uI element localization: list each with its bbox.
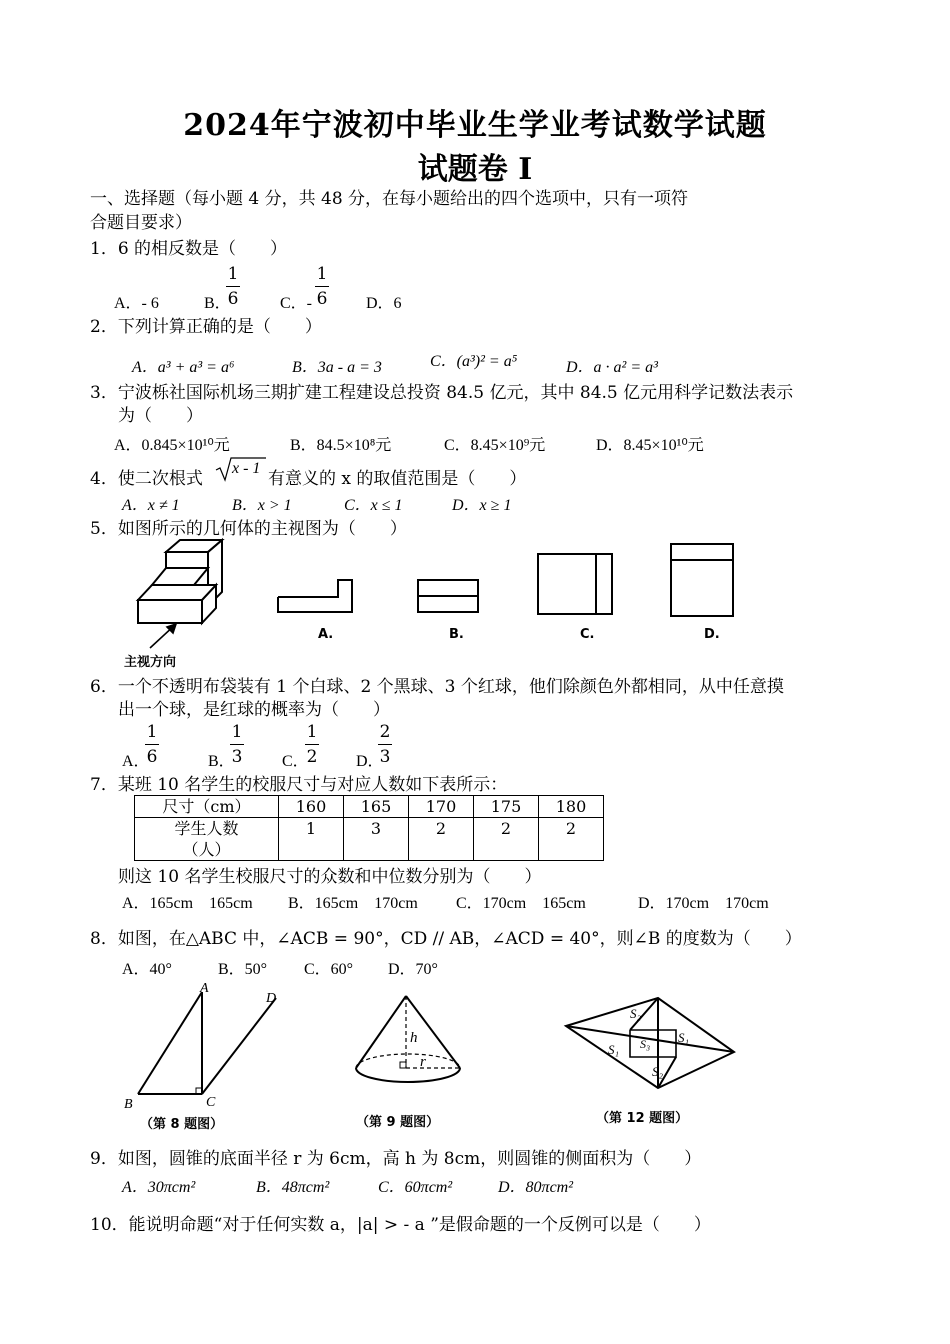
- option-a-shape: [278, 580, 352, 612]
- q5-label-d: D.: [704, 627, 720, 642]
- q7-option-a: A．165cm 165cm: [122, 895, 253, 912]
- q9-stem: 9．如图，圆锥的底面半径 r 为 6cm，高 h 为 8cm，则圆锥的侧面积为（ ）: [90, 1149, 702, 1169]
- q5-stem: 5．如图所示的几何体的主视图为（ ）: [90, 519, 407, 539]
- numerator: 2: [379, 722, 391, 742]
- table-cell: 160: [279, 796, 344, 818]
- q5-label-a: A.: [318, 627, 334, 642]
- table-header-count: [135, 818, 279, 861]
- q9-option-a: A．30πcm²: [122, 1179, 196, 1196]
- q7-option-c: C．170cm 165cm: [456, 895, 586, 912]
- table-cell: 175: [474, 796, 539, 818]
- q9-option-c: C．60πcm²: [378, 1179, 453, 1196]
- fig12-caption: （第 12 题图）: [596, 1111, 689, 1126]
- q2-stem: 2．下列计算正确的是（ ）: [90, 317, 322, 337]
- q6-option-d-fraction: [378, 722, 392, 767]
- q3-option-a: A．0.845×10¹⁰元: [114, 437, 230, 454]
- figures-row: [110, 980, 750, 1130]
- q5-label-c: C.: [580, 627, 595, 642]
- q4-option-b: B．x > 1: [232, 497, 292, 514]
- q4-radicand: x - 1: [232, 460, 261, 477]
- q2-option-a: A．a³ + a³ = a⁶: [132, 359, 235, 376]
- q7-stem: 7．某班 10 名学生的校服尺寸与对应人数如下表所示：: [90, 775, 508, 795]
- table-cell: 170: [409, 796, 474, 818]
- q8-stem: 8．如图，在△ABC 中，∠ACB = 90°，CD // AB，∠ACD = 40°，则∠B 的度数为（ ）: [90, 929, 802, 949]
- numerator: 1: [306, 722, 318, 742]
- q1-option-d: D．6: [366, 295, 402, 312]
- figure-9-cone: [356, 996, 460, 1082]
- fraction-bar: [315, 286, 329, 287]
- numerator: 1: [231, 722, 243, 742]
- q4-stem-pre: 4．使二次根式: [90, 469, 203, 489]
- q1-c-denominator: 6: [316, 289, 328, 309]
- numerator: 1: [146, 722, 158, 742]
- q8-option-a: A．40°: [122, 961, 172, 978]
- denominator: 2: [306, 747, 318, 767]
- q4-option-c: C．x ≤ 1: [344, 497, 403, 514]
- fig8-label-b: B: [124, 1097, 133, 1112]
- section-heading-line2: 合题目要求）: [90, 213, 192, 233]
- q6-option-d-label: D．: [356, 753, 384, 770]
- size-count-table: [134, 795, 604, 861]
- fig9-label-h: h: [410, 1030, 418, 1046]
- q1-b-denominator: 6: [227, 289, 239, 309]
- q9-option-d: D．80πcm²: [498, 1179, 574, 1196]
- q6-stem-line2: 出一个球，是红球的概率为（ ）: [118, 700, 390, 720]
- q1-option-c-label: C．-: [280, 295, 313, 312]
- q2-option-c: C．(a³)² = a⁵: [430, 353, 518, 370]
- section-heading-line1: 一、选择题（每小题 4 分，共 48 分，在每小题给出的四个选项中，只有一项符: [90, 189, 689, 209]
- table-cell: 3: [344, 818, 409, 861]
- option-c-shape: [538, 554, 612, 614]
- q5-figure: [120, 540, 760, 675]
- count-header-line2: （人）: [182, 840, 231, 859]
- q4-option-a: A．x ≠ 1: [122, 497, 180, 514]
- q6-option-b-label: B．: [208, 753, 235, 770]
- q7-option-d: D．170cm 170cm: [638, 895, 769, 912]
- solid-geometry-figure: [138, 540, 222, 623]
- q7-option-b: B．165cm 170cm: [288, 895, 418, 912]
- q3-stem-line1: 3．宁波栎社国际机场三期扩建工程建设总投资 84.5 亿元，其中 84.5 亿元用科学记数法表示: [90, 383, 794, 403]
- fig8-caption: （第 8 题图）: [140, 1117, 224, 1132]
- q6-option-a-fraction: [145, 722, 159, 767]
- q7-follow-question: 则这 10 名学生校服尺寸的众数和中位数分别为（ ）: [118, 867, 542, 887]
- denominator: 3: [231, 747, 243, 767]
- q1-c-numerator: 1: [316, 264, 328, 284]
- fig12-label-s1-right: S₁: [678, 1030, 690, 1045]
- table-cell: 2: [409, 818, 474, 861]
- table-cell: 1: [279, 818, 344, 861]
- figure-8-triangle: [138, 992, 276, 1094]
- fraction-bar: [145, 744, 159, 745]
- fig9-label-r: r: [420, 1054, 426, 1070]
- option-b-shape: [418, 580, 478, 612]
- exam-title: 2024年宁波初中毕业生学业考试数学试题: [183, 108, 767, 143]
- fraction-bar: [378, 744, 392, 745]
- q1-option-b-label: B．: [204, 295, 231, 312]
- table-cell: 165: [344, 796, 409, 818]
- q5-label-b: B.: [449, 627, 464, 642]
- q6-option-b-fraction: [230, 722, 244, 767]
- denominator: 6: [146, 747, 158, 767]
- table-header-size: 尺寸（cm）: [135, 796, 279, 818]
- fig8-label-d: D: [266, 991, 277, 1006]
- fig8-label-c: C: [206, 1095, 216, 1110]
- view-direction-arrow-icon: [150, 624, 176, 648]
- fig12-label-s3: S₃: [640, 1037, 651, 1051]
- q3-option-c: C．8.45×10⁹元: [444, 437, 546, 454]
- q2-option-b: B．3a - a = 3: [292, 359, 382, 376]
- q6-option-a-label: A．: [122, 753, 150, 770]
- fig12-label-s2-top: S₂: [630, 1006, 642, 1021]
- count-header-line1: 学生人数: [174, 819, 239, 838]
- q1-option-a: A．- 6: [114, 295, 159, 312]
- q6-stem-line1: 6．一个不透明布袋装有 1 个白球、2 个黑球、3 个红球，他们除颜色外都相同，从中任意摸: [90, 677, 784, 697]
- q3-option-d: D．8.45×10¹⁰元: [596, 437, 704, 454]
- option-d-shape: [671, 544, 733, 616]
- table-cell: 180: [539, 796, 604, 818]
- q8-option-b: B．50°: [218, 961, 268, 978]
- table-cell: 2: [539, 818, 604, 861]
- q2-option-d: D．a · a² = a³: [566, 359, 658, 376]
- fraction-bar: [305, 744, 319, 745]
- denominator: 3: [379, 747, 391, 767]
- q4-option-d: D．x ≥ 1: [452, 497, 512, 514]
- fraction-bar: [230, 744, 244, 745]
- view-direction-label: 主视方向: [124, 655, 177, 670]
- table-row: [135, 796, 604, 818]
- q6-option-c-label: C．: [282, 753, 309, 770]
- fig12-label-s1-left: S₁: [608, 1042, 620, 1057]
- exam-subtitle: 试题卷 I: [417, 152, 533, 187]
- fig9-caption: （第 9 题图）: [356, 1115, 440, 1130]
- fraction-bar: [226, 286, 240, 287]
- q10-stem: 10．能说明命题“对于任何实数 a，|a| > - a ”是假命题的一个反例可以是（ ）: [90, 1215, 711, 1235]
- q8-option-d: D．70°: [388, 961, 438, 978]
- q1-option-c-fraction: [315, 264, 329, 309]
- fig12-label-s2-bottom: S₂: [652, 1064, 664, 1079]
- q3-stem-line2: 为（ ）: [118, 406, 203, 426]
- q1-stem: 1．6 的相反数是（ ）: [90, 239, 288, 259]
- q4-stem-post: 有意义的 x 的取值范围是（ ）: [268, 469, 527, 489]
- q1-b-numerator: 1: [227, 264, 239, 284]
- q9-option-b: B．48πcm²: [256, 1179, 330, 1196]
- q1-option-b-fraction: [226, 264, 240, 309]
- table-row: [135, 818, 604, 861]
- fig8-label-a: A: [200, 981, 209, 996]
- q6-option-c-fraction: [305, 722, 319, 767]
- table-cell: 2: [474, 818, 539, 861]
- q3-option-b: B．84.5×10⁸元: [290, 437, 392, 454]
- q8-option-c: C．60°: [304, 961, 354, 978]
